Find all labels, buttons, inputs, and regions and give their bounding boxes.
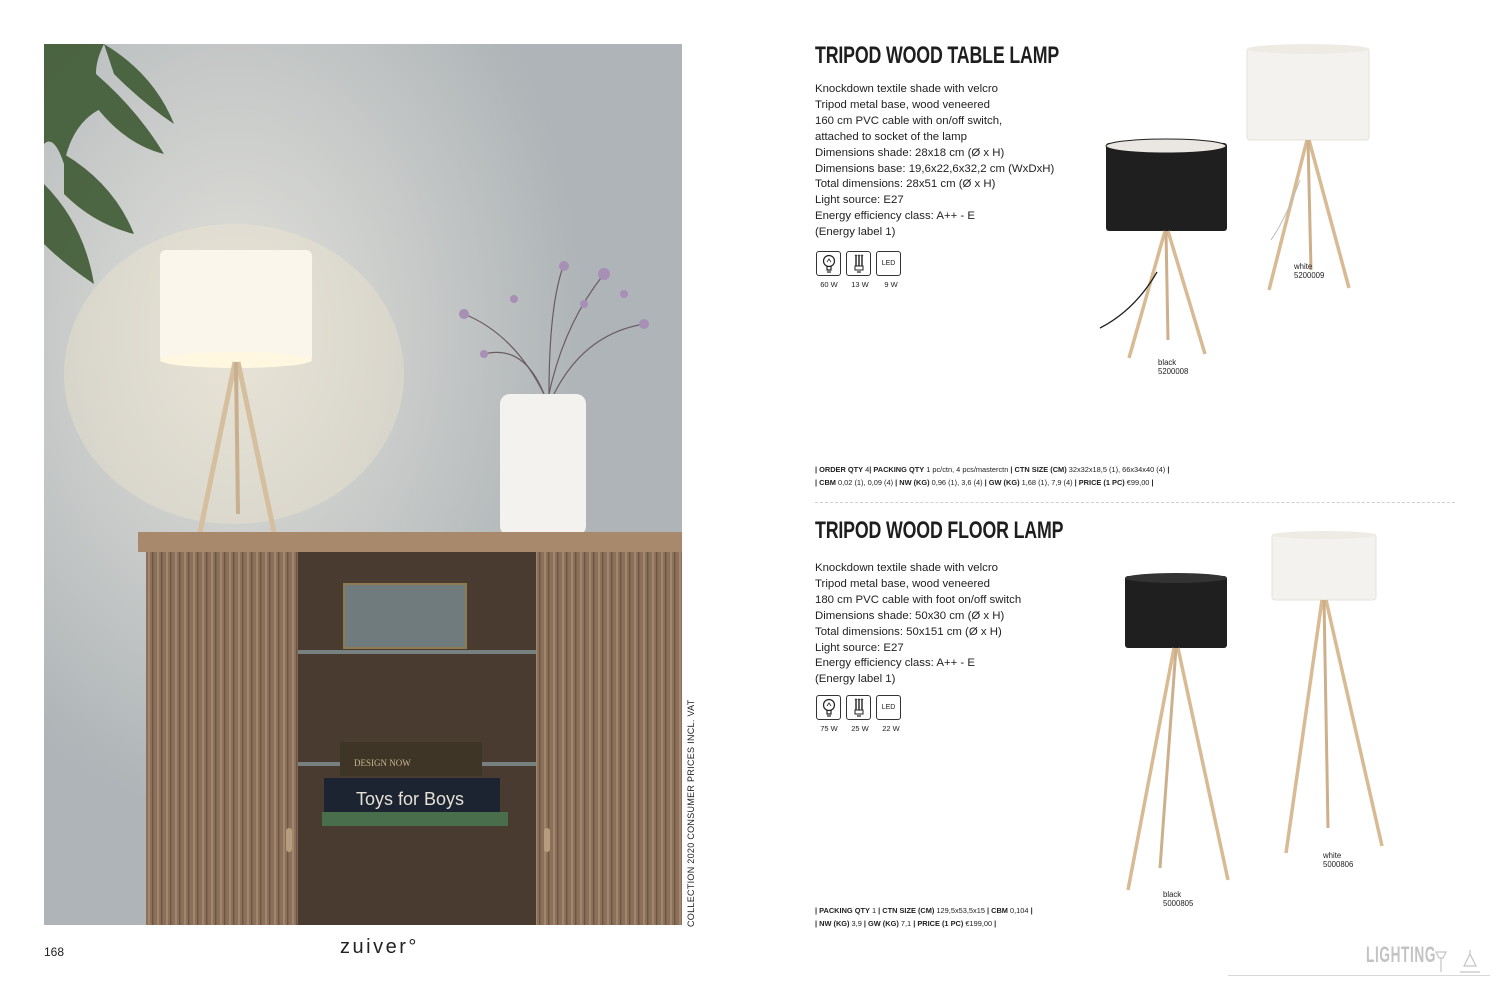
variant-code: 5000805: [1163, 899, 1194, 908]
spec-key: |: [1030, 906, 1033, 915]
spec-key: | NW (KG): [815, 918, 850, 928]
variant-color: black: [1163, 890, 1182, 899]
spec-line: [815, 918, 1033, 931]
product-description: [815, 561, 1021, 688]
photo-book-green: [322, 812, 508, 826]
variant-color: white: [1294, 262, 1313, 271]
spec-value: 0,02 (1), 0,09 (4): [835, 477, 896, 487]
section-tag: LIGHTING: [1366, 942, 1437, 967]
desc-line: Total dimensions: 50x151 cm (Ø x H): [815, 625, 1002, 638]
spec-key: | PRICE (1 PC): [913, 918, 964, 928]
cfl-bulb-icon: [846, 695, 871, 720]
variant-code: 5000806: [1323, 860, 1354, 869]
variant-color: black: [1158, 358, 1177, 367]
incandescent-bulb-icon: [816, 251, 841, 276]
spec-line: [815, 464, 1169, 477]
desc-line: Tripod metal base, wood veneered: [815, 98, 990, 111]
spec-value: 32x32x18,5 (1), 66x34x40 (4): [1066, 465, 1168, 474]
cfl-bulb-icon: [846, 251, 871, 276]
wattage: 60 W: [820, 280, 838, 289]
product-image-table-lamps: [1095, 40, 1385, 370]
desc-line: attached to socket of the lamp: [815, 130, 967, 143]
led-label: LED: [881, 704, 896, 711]
lifestyle-photo-illustration: [44, 44, 682, 925]
desc-line: Dimensions base: 19,6x22,6x32,2 cm (WxDxH): [815, 162, 1055, 175]
spec-value: 1,68 (1), 7,9 (4): [1019, 477, 1075, 487]
page-number: 168: [44, 945, 65, 959]
floor-lamp-black: [1125, 573, 1228, 890]
desc-line: Light source: E27: [815, 641, 904, 654]
spec-value: 4: [863, 465, 870, 474]
spec-key: | ORDER QTY: [815, 465, 864, 474]
variant-color: white: [1323, 851, 1342, 860]
desc-line: Dimensions shade: 50x30 cm (Ø x H): [815, 609, 1005, 622]
desc-line: Energy efficiency class: A++ - E: [815, 657, 975, 670]
photo-vase: [500, 394, 586, 536]
floor-lamp-white: [1272, 531, 1382, 853]
wattage: 25 W: [851, 724, 869, 733]
spec-value: 7,1: [898, 918, 914, 928]
desc-line: (Energy label 1): [815, 673, 896, 686]
section-divider: [815, 502, 1455, 503]
desc-line: Knockdown textile shade with velcro: [815, 562, 998, 574]
spec-value: 129,5x53,5x15: [934, 906, 987, 915]
variant-label: [1294, 262, 1324, 280]
spec-key: | PACKING QTY: [869, 465, 925, 474]
lamp-icons: [1434, 948, 1484, 974]
spec-key: | CBM: [815, 477, 836, 487]
photo-book-toys-label: Toys for Boys: [356, 789, 465, 809]
spec-key: | GW (KG): [984, 477, 1020, 487]
photo-sideboard-top: [138, 532, 682, 552]
spec-value: 0,104: [1007, 906, 1031, 915]
incandescent-bulb-icon: [816, 695, 841, 720]
desc-line: (Energy label 1): [815, 226, 896, 239]
product-image-floor-lamps: [1110, 528, 1400, 898]
spec-key: | PACKING QTY: [815, 906, 870, 915]
spec-value: 0,96 (1), 3,6 (4): [929, 477, 985, 487]
spec-key: |: [1151, 477, 1154, 487]
spec-key: | CTN SIZE (CM): [878, 906, 935, 915]
led-label: LED: [881, 260, 896, 267]
spec-value: €199,00: [963, 918, 995, 928]
spec-value: €99,00: [1124, 477, 1152, 487]
wattage: 9 W: [884, 280, 898, 289]
brand-logo: zuiver°: [340, 936, 419, 958]
wattage: 22 W: [882, 724, 900, 733]
wattage: 75 W: [820, 724, 838, 733]
table-lamp-white: [1247, 44, 1369, 290]
desc-line: 180 cm PVC cable with foot on/off switch: [815, 593, 1022, 606]
photo-book-top-label: DESIGN NOW: [354, 758, 411, 768]
spec-value: 3,9: [849, 918, 864, 928]
variant-code: 5200009: [1294, 271, 1325, 280]
spec-key: | CTN SIZE (CM): [1010, 465, 1067, 474]
product-specs: [815, 464, 1169, 489]
spec-key: |: [1167, 465, 1170, 474]
spec-key: | NW (KG): [895, 477, 930, 487]
spec-line: [815, 477, 1169, 490]
footer-rule: [1228, 975, 1490, 976]
bulb-icons: [816, 251, 904, 289]
side-caption: COLLECTION 2020 CONSUMER PRICES INCL. VAT: [686, 699, 696, 927]
variant-code: 5200008: [1158, 367, 1189, 376]
variant-label: [1163, 890, 1193, 908]
desc-line: Tripod metal base, wood veneered: [815, 577, 990, 590]
bulb-icons: [816, 695, 904, 733]
desc-line: Energy efficiency class: A++ - E: [815, 210, 975, 223]
product-title: TRIPOD WOOD TABLE LAMP: [815, 42, 1060, 69]
spec-value: 1: [869, 906, 879, 915]
wattage: 13 W: [851, 280, 869, 289]
table-lamp-black: [1100, 139, 1227, 358]
desc-line: Total dimensions: 28x51 cm (Ø x H): [815, 178, 996, 191]
product-specs: [815, 905, 1033, 930]
spec-key: | PRICE (1 PC): [1074, 477, 1125, 487]
product-description: [815, 82, 1054, 241]
spec-key: | GW (KG): [863, 918, 899, 928]
desc-line: Knockdown textile shade with velcro: [815, 83, 998, 95]
variant-label: [1158, 358, 1188, 376]
desc-line: Dimensions shade: 28x18 cm (Ø x H): [815, 146, 1005, 159]
desc-line: 160 cm PVC cable with on/off switch,: [815, 114, 1003, 127]
spec-line: [815, 905, 1033, 918]
desc-line: Light source: E27: [815, 194, 904, 207]
product-title: TRIPOD WOOD FLOOR LAMP: [815, 517, 1064, 544]
spec-key: |: [994, 918, 997, 928]
led-icon: [876, 695, 901, 720]
photo-glass-box: [344, 584, 466, 648]
led-icon: [876, 251, 901, 276]
variant-label: [1323, 851, 1353, 869]
lifestyle-photo: [44, 44, 682, 925]
spec-key: | CBM: [987, 906, 1008, 915]
spec-value: 1 pc/ctn, 4 pcs/masterctn: [924, 465, 1011, 474]
